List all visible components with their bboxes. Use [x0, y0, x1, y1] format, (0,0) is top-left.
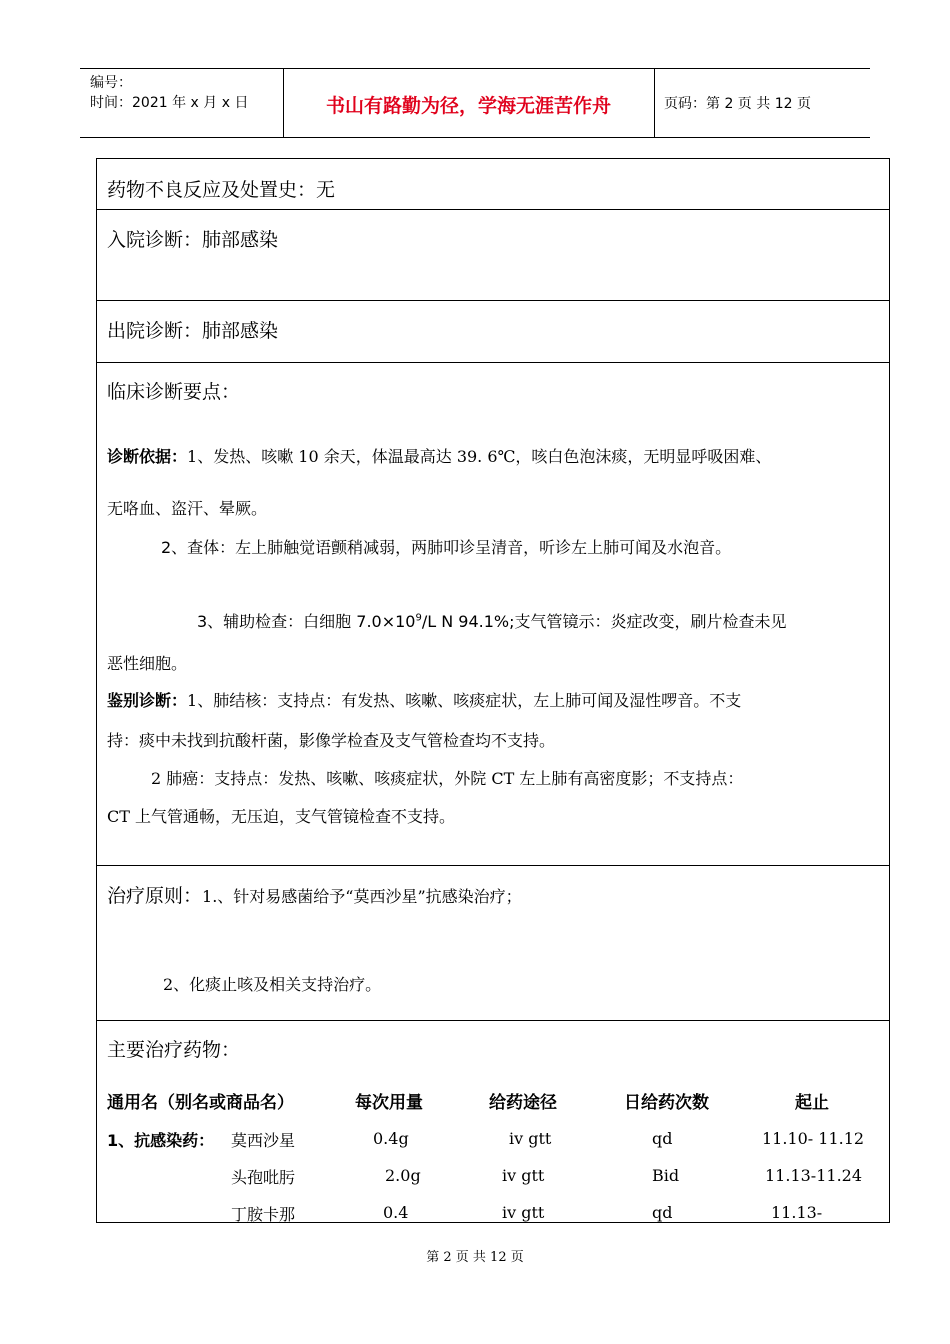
basis-exam-text: 2、查体：左上肺触觉语颤稍减弱，两肺叩诊呈清音，听诊左上肺可闻及水泡音。 — [161, 538, 732, 557]
header-motto: 书山有路勤为径，学海无涯苦作舟 — [325, 95, 611, 117]
row-divider — [97, 865, 889, 866]
differential-text: 1、肺结核：支持点：有发热、咳嗽、咳痰症状，左上肺可闻及湿性啰音。不支 — [187, 691, 742, 710]
drug-category: 1、抗感染药： — [107, 1131, 215, 1150]
basis-aux-text: 3、辅助检查：白细胞 7.0×10 — [197, 612, 416, 631]
row-divider — [97, 362, 889, 363]
diagnosis-basis-label: 诊断依据： — [107, 447, 188, 466]
differential-label: 鉴别诊断： — [107, 691, 188, 710]
row-divider — [97, 1020, 889, 1021]
drug-period: 11.10- 11.12 — [762, 1129, 865, 1148]
drug-period: 11.13- — [771, 1203, 823, 1222]
drug-period: 11.13-11.24 — [765, 1166, 863, 1185]
header-divider — [654, 69, 655, 137]
treatment-text: 1.、针对易感菌给予“莫西沙星”抗感染治疗； — [202, 887, 522, 906]
drugs-title: 主要治疗药物： — [107, 1039, 241, 1061]
number-label: 编号： — [90, 75, 132, 91]
row-divider — [97, 209, 889, 210]
basis-aux-text: 恶性细胞。 — [107, 654, 188, 673]
differential-text: 持：痰中未找到抗酸杆菌，影像学检查及支气管检查均不支持。 — [107, 731, 556, 750]
drug-frequency: qd — [652, 1129, 673, 1148]
page-footer: 第 2 页 共 12 页 — [426, 1250, 524, 1265]
basis-aux-superscript: 9 — [415, 612, 422, 624]
drug-frequency: qd — [652, 1203, 673, 1222]
column-header: 给药途径 — [489, 1093, 557, 1113]
drug-name: 丁胺卡那 — [231, 1205, 296, 1224]
column-header: 起止 — [795, 1093, 829, 1113]
basis-aux-exam-line — [197, 609, 787, 632]
treatment-text: 2、化痰止咳及相关支持治疗。 — [163, 975, 382, 994]
drug-dose: 0.4 — [383, 1203, 409, 1222]
basis-aux-text: /L N 94.1%;支气管镜示：炎症改变，刷片检查未见 — [421, 612, 787, 631]
drug-name: 头孢吡肟 — [231, 1168, 296, 1187]
drug-route: iv gtt — [502, 1203, 545, 1222]
differential-text: 2 肺癌：支持点：发热、咳嗽、咳痰症状，外院 CT 左上肺有高密度影；不支持点： — [151, 769, 744, 788]
column-header: 日给药次数 — [624, 1093, 709, 1113]
adverse-reaction-history: 药物不良反应及处置史：无 — [107, 179, 336, 201]
treatment-label: 治疗原则： — [107, 885, 203, 907]
key-points-title: 临床诊断要点： — [107, 381, 241, 403]
differential-line — [107, 688, 741, 711]
record-table — [96, 158, 890, 1223]
column-header: 通用名（别名或商品名） — [107, 1093, 294, 1113]
header-page-label: 页码：第 2 页 共 12 页 — [664, 96, 811, 112]
column-header: 每次用量 — [355, 1093, 423, 1113]
page-header — [80, 68, 870, 138]
drug-dose: 2.0g — [385, 1166, 421, 1185]
basis-text: 1、发热、咳嗽 10 余天，体温最高达 39. 6℃，咳白色泡沫痰，无明显呼吸困难、 — [187, 447, 772, 466]
treatment-line — [107, 881, 522, 908]
drug-frequency: Bid — [652, 1166, 680, 1185]
header-meta — [90, 73, 248, 113]
drug-route: iv gtt — [502, 1166, 545, 1185]
basis-text: 无咯血、盗汗、晕厥。 — [107, 499, 268, 518]
row-divider — [97, 300, 889, 301]
drug-name: 莫西沙星 — [231, 1131, 296, 1150]
drug-dose: 0.4g — [373, 1129, 409, 1148]
discharge-diagnosis: 出院诊断：肺部感染 — [107, 320, 279, 342]
time-label: 时间：2021 年 x 月 x 日 — [90, 95, 249, 111]
differential-text: CT 上气管通畅，无压迫，支气管镜检查不支持。 — [107, 807, 456, 826]
diagnosis-basis-line — [107, 444, 771, 467]
drug-route: iv gtt — [509, 1129, 552, 1148]
admission-diagnosis: 入院诊断：肺部感染 — [107, 229, 279, 251]
